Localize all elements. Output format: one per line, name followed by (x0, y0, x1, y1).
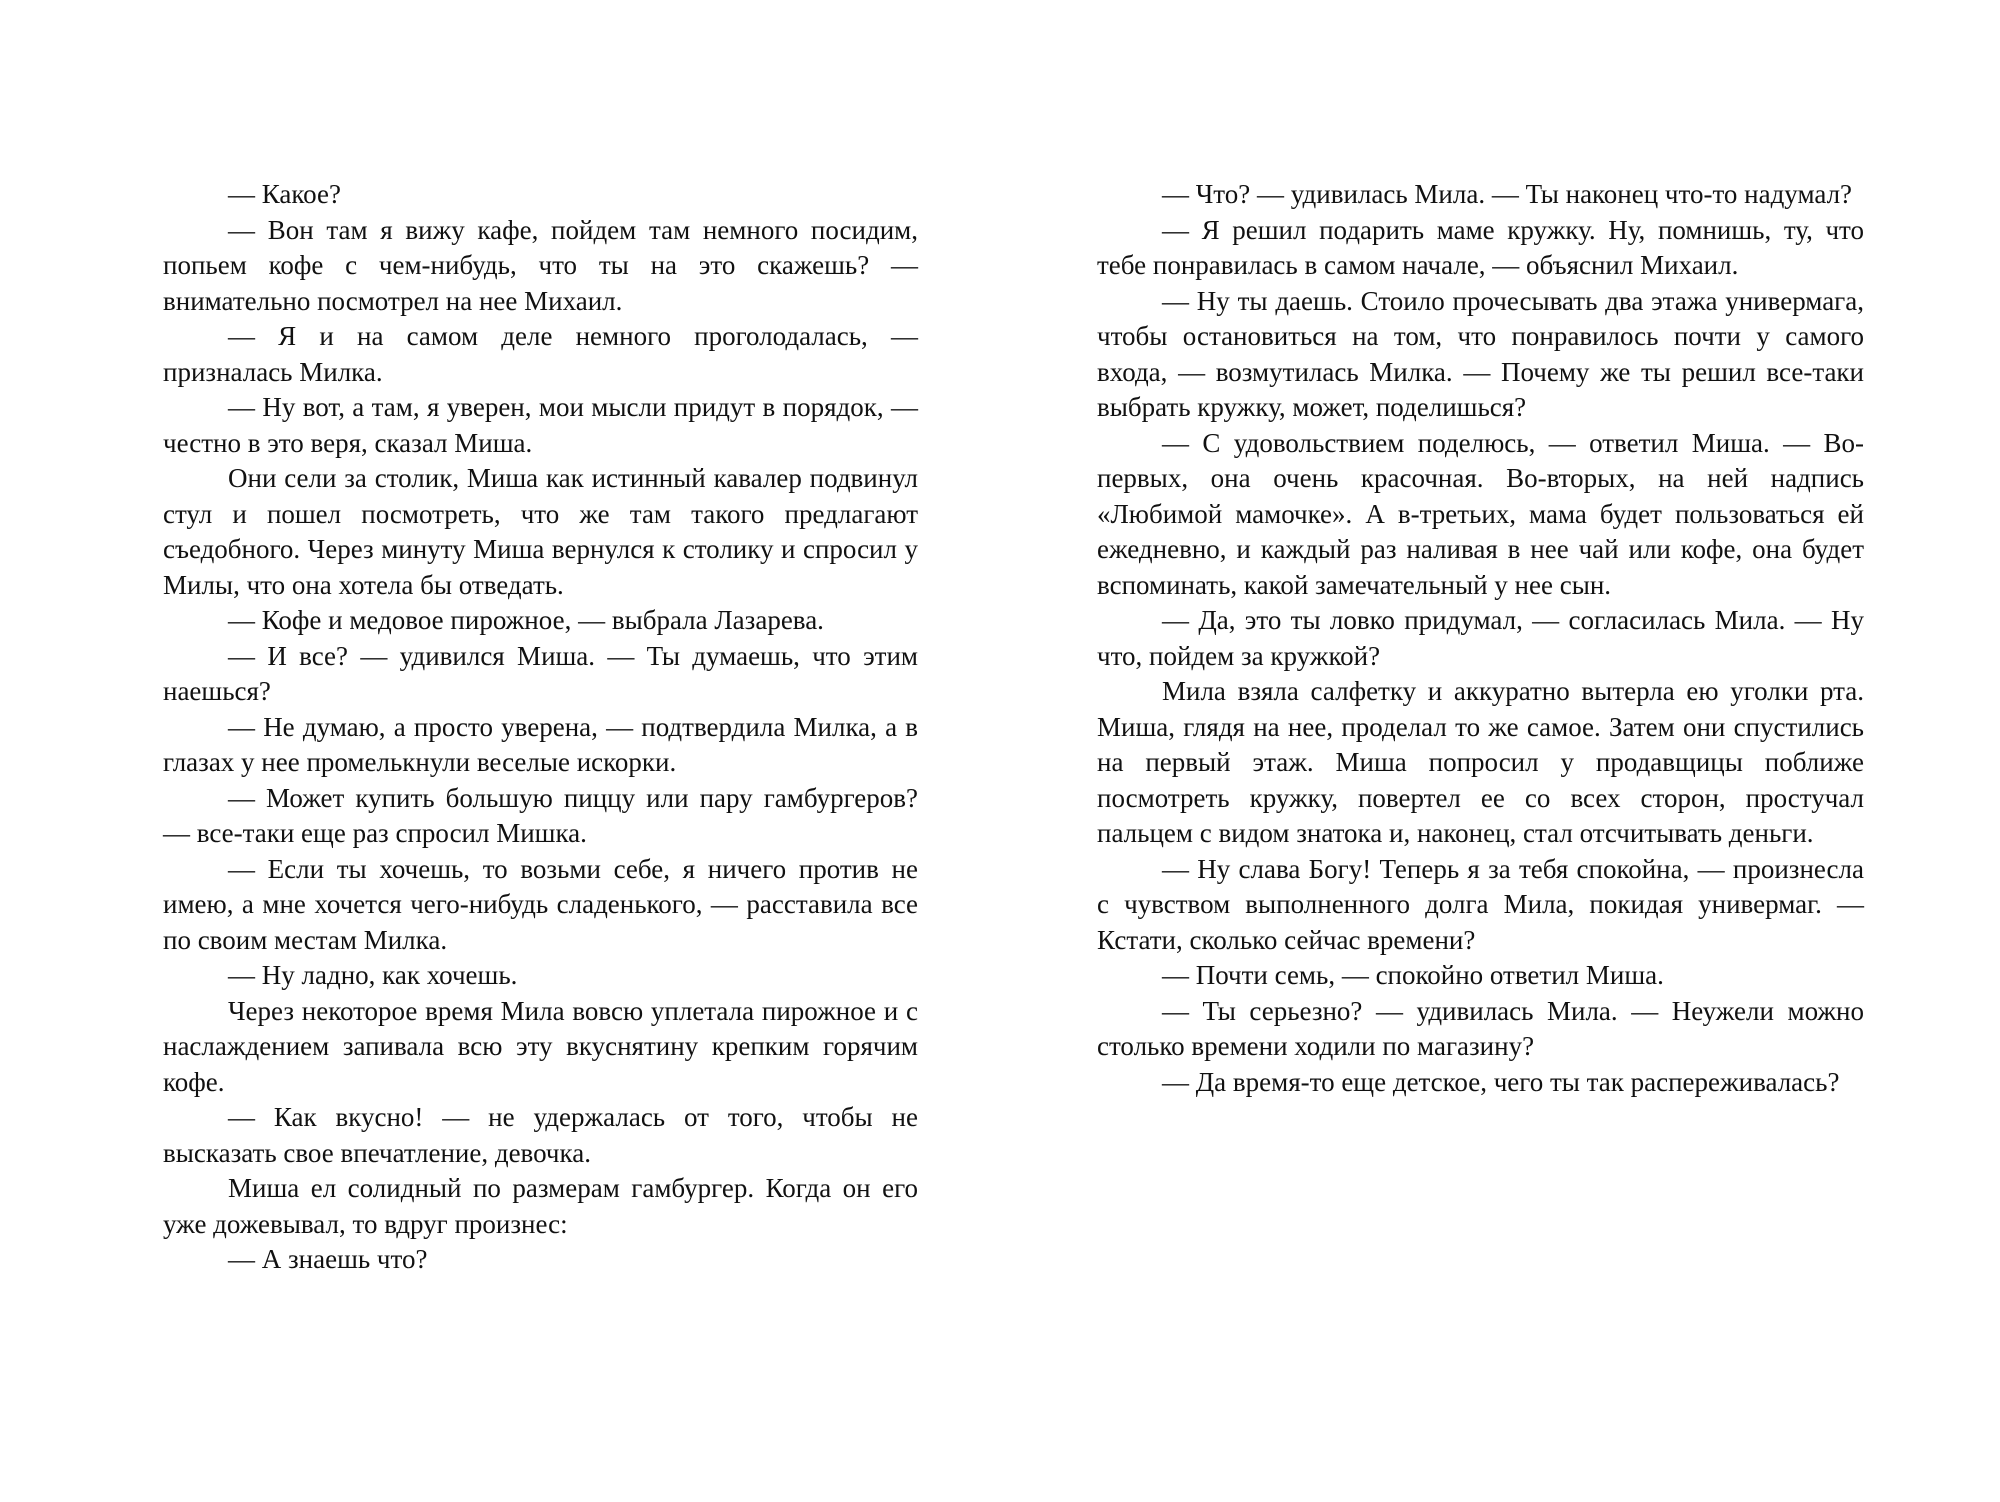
paragraph: — Ну ты даешь. Стоило прочесывать два этажа универмага, чтобы остановиться на том, что понравилось почти у самого входа, — возмутилась Милка. — Почему же ты решил все-таки выбрать кружку, может, поделишься? (1097, 285, 1864, 422)
paragraph: — Почти семь, — спокойно ответил Миша. (1162, 960, 1664, 990)
paragraph: — Да, это ты ловко придумал, — согласилась Мила. — Ну что, пойдем за кружкой? (1097, 605, 1864, 671)
paragraph: — Я решил подарить маме кружку. Ну, помнишь, ту, что тебе понравилась в самом начале, — объяснил Михаил. (1097, 214, 1864, 280)
paragraph: — Ну вот, а там, я уверен, мои мысли придут в порядок, — честно в это веря, сказал Миша. (163, 392, 918, 458)
paragraph: — Ну ладно, как хочешь. (228, 960, 518, 990)
paragraph: — Ну слава Богу! Теперь я за тебя спокойна, — произнесла с чувством выполненного долга Мила, покидая универмаг. — Кстати, сколько сейчас времени? (1097, 853, 1864, 955)
paragraph: — Я и на самом деле немного проголодалась, — призналась Милка. (163, 321, 918, 387)
paragraph: — Не думаю, а просто уверена, — подтвердила Милка, а в глазах у нее промелькнули веселые искорки. (163, 711, 918, 777)
paragraph: Через некоторое время Мила вовсю уплетала пирожное и с наслаждением запивала всю эту вкуснятину крепким горячим кофе. (163, 995, 918, 1097)
right-page (1097, 177, 1864, 1100)
paragraph: — Да время-то еще детское, чего ты так распереживалась? (1162, 1066, 1840, 1097)
paragraph: — Вон там я вижу кафе, пойдем там немного посидим, попьем кофе с чем-нибудь, что ты на это скажешь? — внимательно посмотрел на нее Михаил. (163, 214, 918, 316)
paragraph: Они сели за столик, Миша как истинный кавалер подвинул стул и пошел посмотреть, что же там такого предлагают съедобного. Через минуту Миша вернулся к столику и спросил у Милы, что она хотела бы отведать. (163, 463, 918, 600)
paragraph: — Может купить большую пиццу или пару гамбургеров? — все-таки еще раз спросил Мишка. (163, 782, 918, 848)
paragraph: — А знаешь что? (228, 1244, 428, 1274)
paragraph: — Какое? (228, 179, 341, 209)
paragraph: — И все? — удивился Миша. — Ты думаешь, что этим наешься? (163, 640, 918, 706)
left-page (163, 177, 918, 1278)
paragraph: Мила взяла салфетку и аккуратно вытерла ею уголки рта. Миша, глядя на нее, проделал то же самое. Затем они спустились на первый этаж. Миша попросил у продавщицы поближе посмотреть кружку, повертел ее со всех сторон, простучал пальцем с видом знатока и, наконец, стал отсчитывать деньги. (1097, 676, 1864, 848)
paragraph: — Если ты хочешь, то возьми себе, я ничего против не имею, а мне хочется чего-нибудь сладенького, — расставила все по своим местам Милка. (163, 853, 918, 955)
paragraph: — Кофе и медовое пирожное, — выбрала Лазарева. (228, 605, 824, 635)
paragraph: Миша ел солидный по размерам гамбургер. Когда он его уже дожевывал, то вдруг произнес: (163, 1173, 918, 1239)
paragraph: — С удовольствием поделюсь, — ответил Миша. — Во-первых, она очень красочная. Во-вторых, на ней надпись «Любимой мамочке». А в-третьих, мама будет пользоваться ей ежедневно, и каждый раз наливая в нее чай или кофе, она будет вспоминать, какой замечательный у нее сын. (1097, 427, 1864, 600)
paragraph: — Ты серьезно? — удивилась Мила. — Неужели можно столько времени ходили по магазину? (1097, 995, 1864, 1061)
paragraph: — Что? — удивилась Мила. — Ты наконец что-то надумал? (1162, 179, 1853, 209)
paragraph: — Как вкусно! — не удержалась от того, чтобы не высказать свое впечатление, девочка. (163, 1102, 918, 1168)
